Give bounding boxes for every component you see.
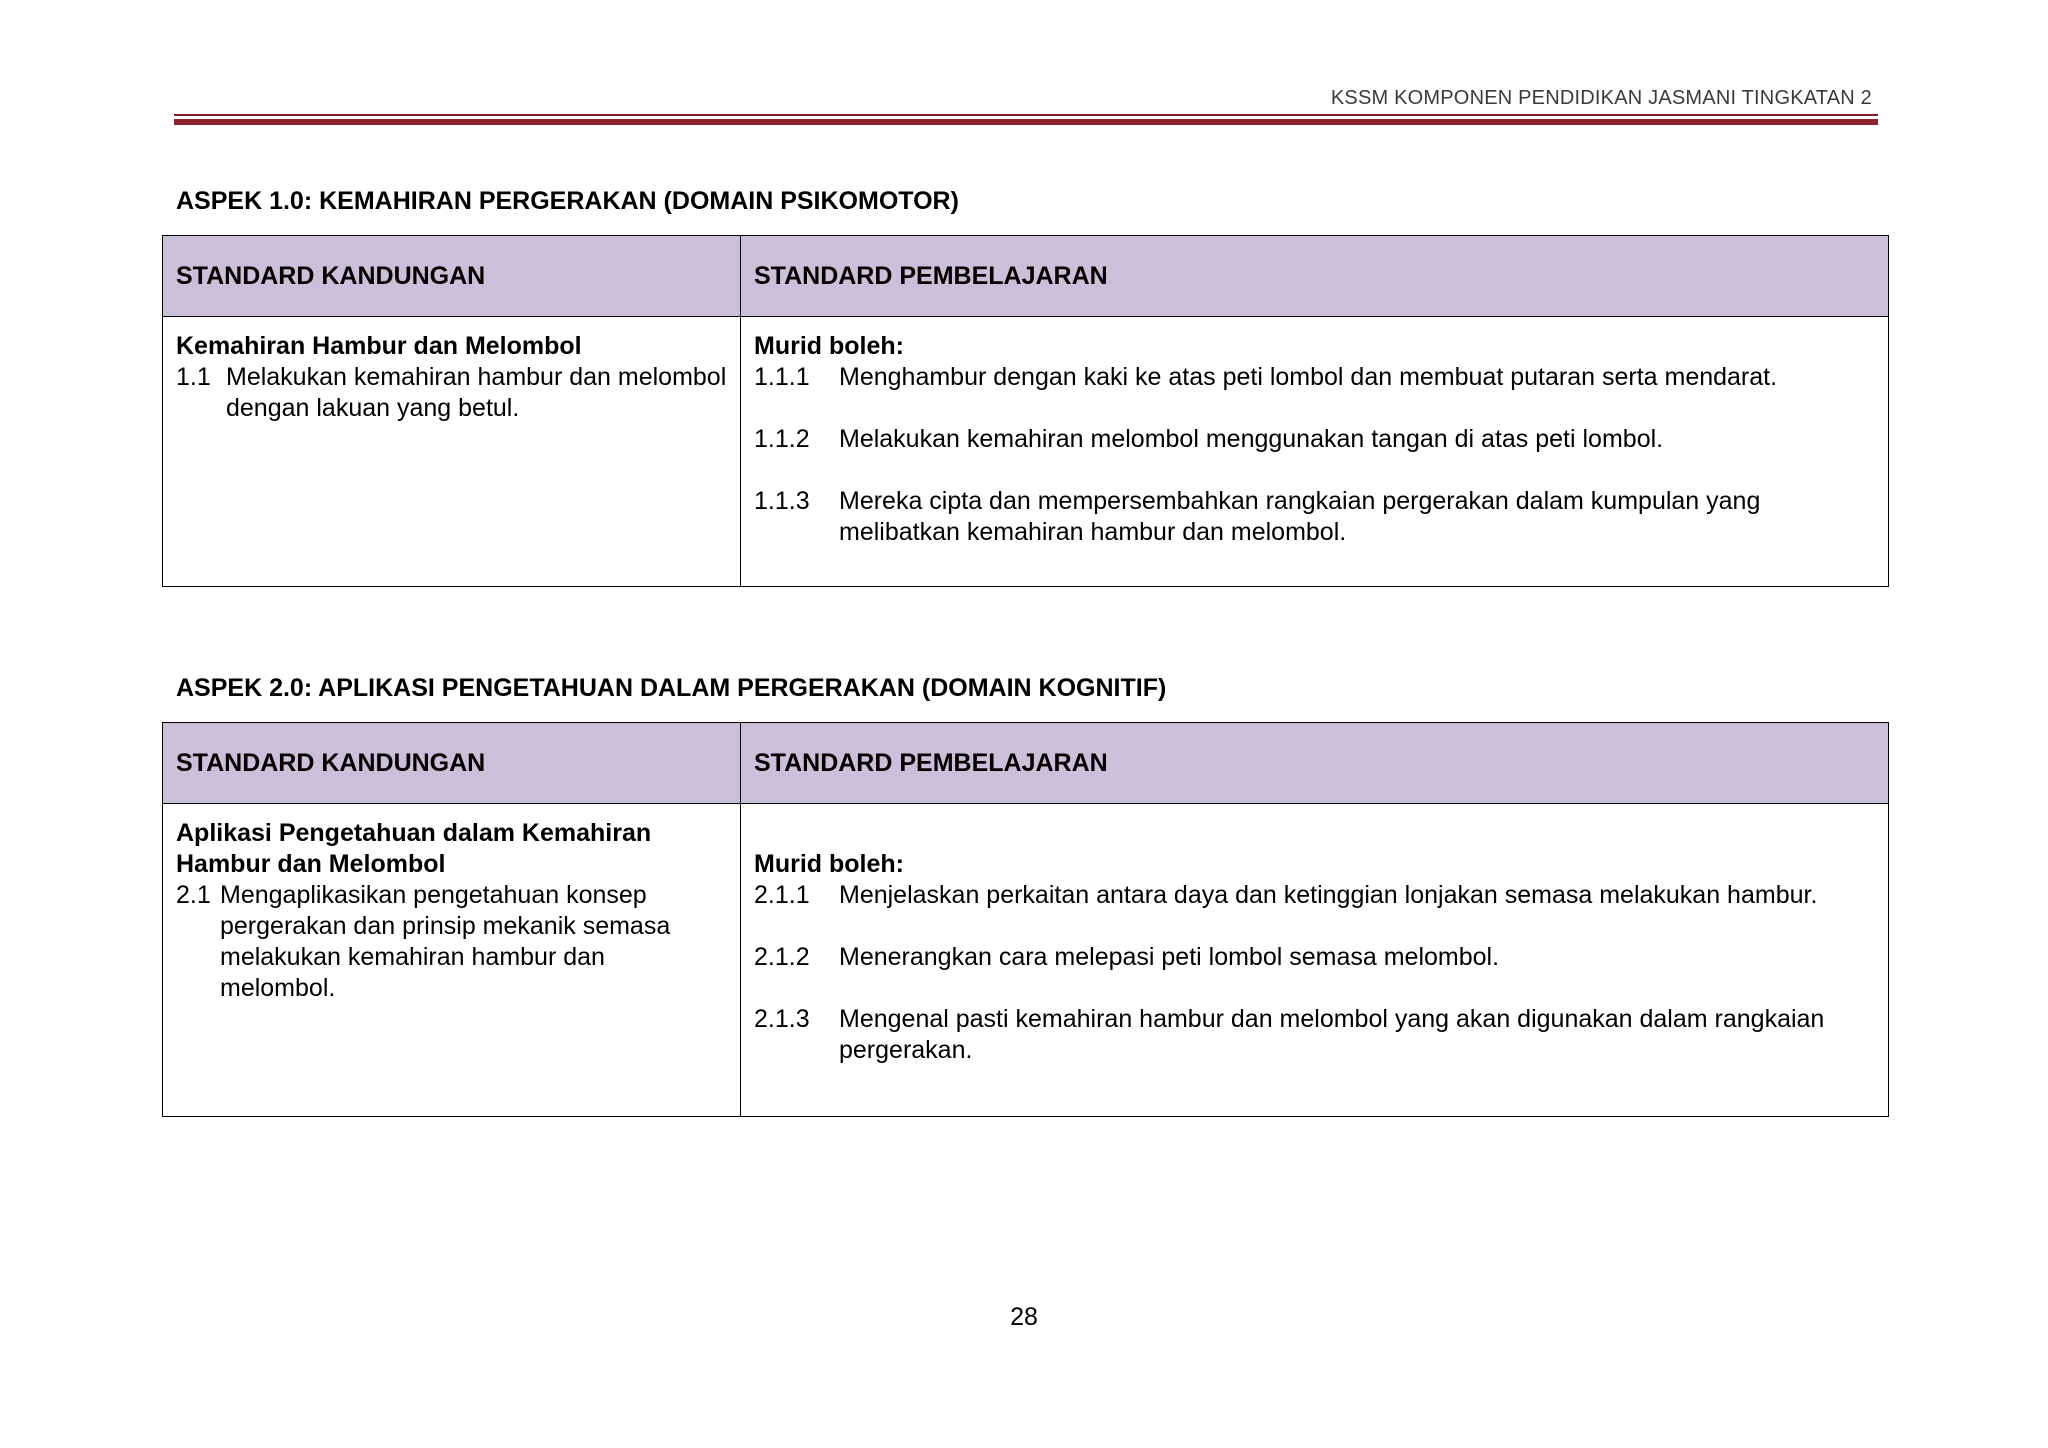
kandungan-item xyxy=(176,880,727,1004)
pembelajaran-intro: Murid boleh: xyxy=(754,850,904,878)
kandungan-heading-line-2: Hambur dan Melombol xyxy=(176,850,446,878)
item-text: Mereka cipta dan mempersembahkan rangkaian pergerakan dalam kumpulan yang melibatkan kemahiran hambur dan melombol. xyxy=(839,487,1761,546)
column-header-kandungan: STANDARD KANDUNGAN xyxy=(163,723,741,804)
item-text: Menerangkan cara melepasi peti lombol semasa melombol. xyxy=(839,943,1500,971)
document-running-title: KSSM KOMPONEN PENDIDIKAN JASMANI TINGKATAN 2 xyxy=(1330,87,1872,109)
list-item xyxy=(754,424,1875,455)
item-text: Menjelaskan perkaitan antara daya dan ketinggian lonjakan semasa melakukan hambur. xyxy=(839,881,1818,909)
kandungan-item xyxy=(176,362,727,424)
item-number: 1.1.1 xyxy=(754,363,810,391)
aspect-1-title: ASPEK 1.0: KEMAHIRAN PERGERAKAN (DOMAIN PSIKOMOTOR) xyxy=(176,187,959,215)
list-item xyxy=(754,880,1875,911)
list-item xyxy=(754,1004,1875,1066)
item-number: 1.1.3 xyxy=(754,487,810,515)
pembelajaran-cell xyxy=(741,317,1889,587)
aspect-2-table xyxy=(162,722,1889,1117)
page-number: 28 xyxy=(1010,1303,1038,1331)
list-item xyxy=(754,486,1875,548)
kandungan-heading-line-1: Aplikasi Pengetahuan dalam Kemahiran xyxy=(176,819,652,847)
kandungan-text: Mengaplikasikan pengetahuan konsep pergerakan dan prinsip mekanik semasa melakukan kemahiran hambur dan melombol. xyxy=(220,881,671,1002)
column-header-pembelajaran: STANDARD PEMBELAJARAN xyxy=(741,236,1889,317)
aspect-2-title: ASPEK 2.0: APLIKASI PENGETAHUAN DALAM PERGERAKAN (DOMAIN KOGNITIF) xyxy=(176,674,1167,702)
table-row xyxy=(163,804,1889,1117)
kandungan-number: 2.1 xyxy=(176,881,211,909)
table-header-row xyxy=(163,723,1889,804)
item-text: Mengenal pasti kemahiran hambur dan melombol yang akan digunakan dalam rangkaian pergerakan. xyxy=(839,1005,1825,1064)
item-number: 2.1.1 xyxy=(754,881,810,909)
table-row xyxy=(163,317,1889,587)
item-number: 2.1.2 xyxy=(754,943,810,971)
list-item xyxy=(754,942,1875,973)
pembelajaran-intro: Murid boleh: xyxy=(754,332,904,360)
kandungan-cell xyxy=(163,317,741,587)
column-header-pembelajaran: STANDARD PEMBELAJARAN xyxy=(741,723,1889,804)
table-header-row xyxy=(163,236,1889,317)
kandungan-cell xyxy=(163,804,741,1117)
kandungan-number: 1.1 xyxy=(176,363,211,391)
item-text: Menghambur dengan kaki ke atas peti lombol dan membuat putaran serta mendarat. xyxy=(839,363,1778,391)
item-number: 2.1.3 xyxy=(754,1005,810,1033)
aspect-1-table xyxy=(162,235,1889,587)
kandungan-text: Melakukan kemahiran hambur dan melombol dengan lakuan yang betul. xyxy=(226,363,727,422)
header-rule xyxy=(174,114,1878,125)
item-text: Melakukan kemahiran melombol menggunakan tangan di atas peti lombol. xyxy=(839,425,1664,453)
item-number: 1.1.2 xyxy=(754,425,810,453)
list-item xyxy=(754,362,1875,393)
pembelajaran-cell xyxy=(741,804,1889,1117)
page-header xyxy=(174,86,1878,125)
kandungan-heading: Kemahiran Hambur dan Melombol xyxy=(176,332,582,360)
column-header-kandungan: STANDARD KANDUNGAN xyxy=(163,236,741,317)
